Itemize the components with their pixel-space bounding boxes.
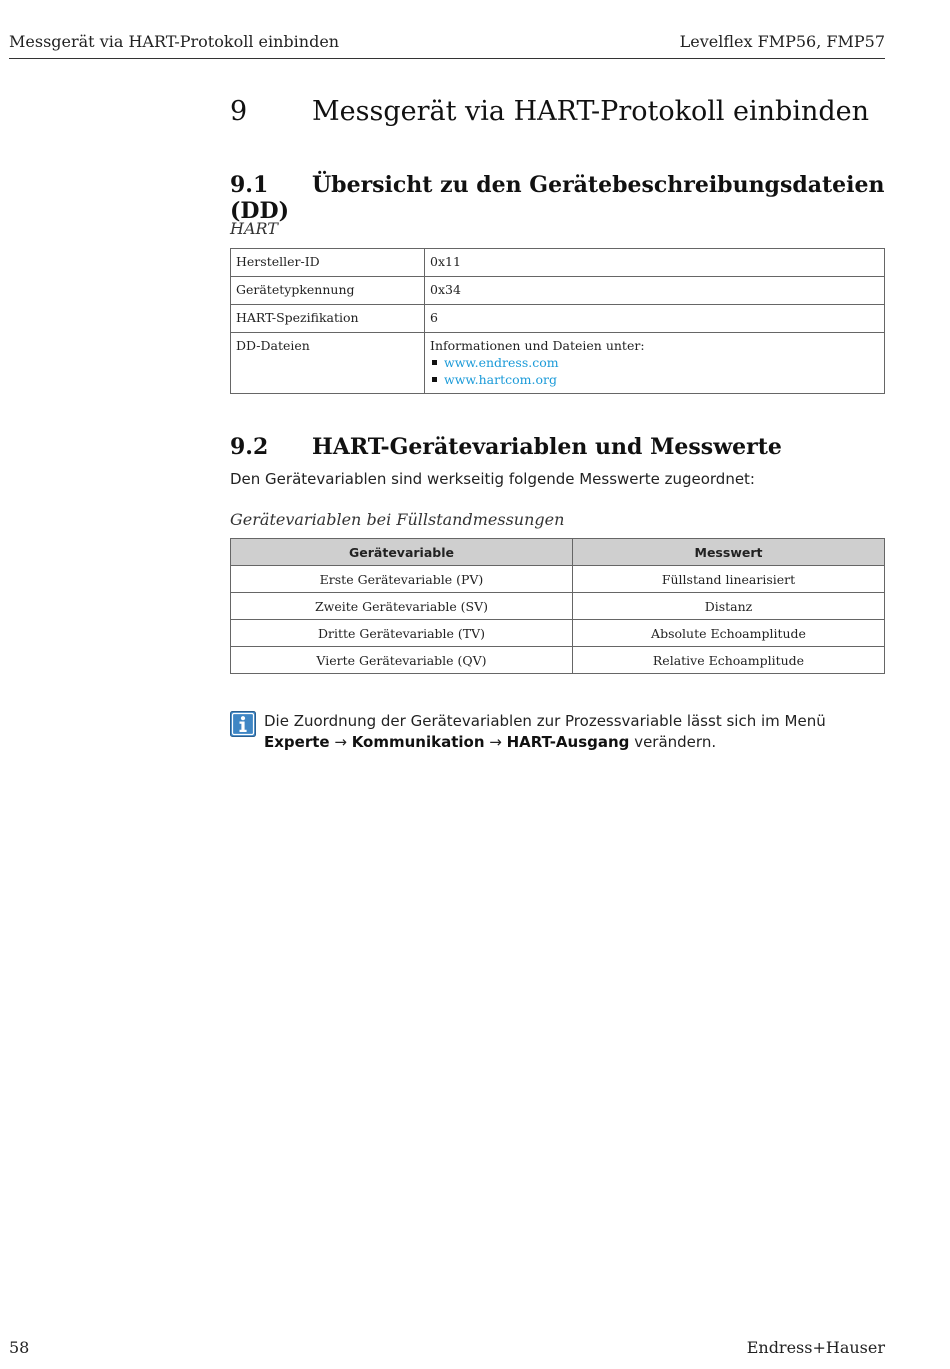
table-row xyxy=(231,305,885,333)
menu-hart-ausgang: HART-Ausgang xyxy=(506,733,630,751)
section-number: 9.1 xyxy=(230,172,269,198)
chapter-number: 9 xyxy=(230,96,248,127)
list-item xyxy=(430,371,879,388)
bullet-icon xyxy=(432,377,437,382)
column-header-variable: Gerätevariable xyxy=(231,539,573,566)
table-header-row xyxy=(231,539,885,566)
chapter-heading xyxy=(230,96,869,127)
table-cell-key: Hersteller-ID xyxy=(231,249,425,277)
page-number: 58 xyxy=(9,1338,30,1357)
section-heading-9-2 xyxy=(230,434,782,460)
header-divider xyxy=(9,58,885,59)
table-cell-variable: Erste Gerätevariable (PV) xyxy=(231,566,573,593)
section-heading-9-1 xyxy=(230,172,950,224)
info-icon xyxy=(230,711,256,737)
table-cell-value xyxy=(425,333,885,394)
menu-kommunikation: Kommunikation xyxy=(351,733,485,751)
table-row xyxy=(231,647,885,674)
section-title: HART-Gerätevariablen und Messwerte xyxy=(312,434,782,460)
table-cell-key: DD-Dateien xyxy=(231,333,425,394)
table-cell-value: 6 xyxy=(425,305,885,333)
info-note xyxy=(230,711,885,753)
section-intro-text: Den Gerätevariablen sind werkseitig folgende Messwerte zugeordnet: xyxy=(230,470,755,488)
table-cell-value: Füllstand linearisiert xyxy=(573,566,885,593)
table-cell-variable: Zweite Gerätevariable (SV) xyxy=(231,593,573,620)
dd-link-list xyxy=(430,354,879,388)
section-title: Übersicht zu den Gerätebeschreibungsdateien (DD) xyxy=(230,172,885,224)
arrow-icon: → xyxy=(329,733,352,751)
table-cell-variable: Dritte Gerätevariable (TV) xyxy=(231,620,573,647)
table-caption-variables: Gerätevariablen bei Füllstandmessungen xyxy=(230,510,565,529)
menu-experte: Experte xyxy=(264,733,330,751)
dd-intro-text: Informationen und Dateien unter: xyxy=(430,338,645,353)
table-row xyxy=(231,566,885,593)
bullet-icon xyxy=(432,360,437,365)
table-row xyxy=(231,249,885,277)
table-cell-value: 0x34 xyxy=(425,277,885,305)
table-cell-key: Gerätetypkennung xyxy=(231,277,425,305)
list-item xyxy=(430,354,879,371)
table-cell-key: HART-Spezifikation xyxy=(231,305,425,333)
hart-dd-table xyxy=(230,248,885,394)
running-header-title: Messgerät via HART-Protokoll einbinden xyxy=(9,32,340,51)
device-variables-table xyxy=(230,538,885,674)
note-text-end: verändern. xyxy=(629,733,717,751)
table-cell-value: 0x11 xyxy=(425,249,885,277)
section-number: 9.2 xyxy=(230,434,269,460)
footer-brand: Endress+Hauser xyxy=(746,1338,885,1357)
chapter-title: Messgerät via HART-Protokoll einbinden xyxy=(312,96,870,127)
endress-link[interactable]: www.endress.com xyxy=(444,355,559,370)
column-header-value: Messwert xyxy=(573,539,885,566)
note-text-start: Die Zuordnung der Gerätevariablen zur Prozessvariable lässt sich im Menü xyxy=(264,712,826,730)
note-text xyxy=(264,711,885,753)
table-row xyxy=(231,620,885,647)
table-row xyxy=(231,333,885,394)
table-cell-variable: Vierte Gerätevariable (QV) xyxy=(231,647,573,674)
table-caption-hart: HART xyxy=(230,219,278,238)
running-header-product: Levelflex FMP56, FMP57 xyxy=(679,32,885,51)
hartcom-link[interactable]: www.hartcom.org xyxy=(444,372,557,387)
table-cell-value: Distanz xyxy=(573,593,885,620)
table-row xyxy=(231,277,885,305)
arrow-icon: → xyxy=(484,733,507,751)
table-cell-value: Relative Echoamplitude xyxy=(573,647,885,674)
table-cell-value: Absolute Echoamplitude xyxy=(573,620,885,647)
table-row xyxy=(231,593,885,620)
